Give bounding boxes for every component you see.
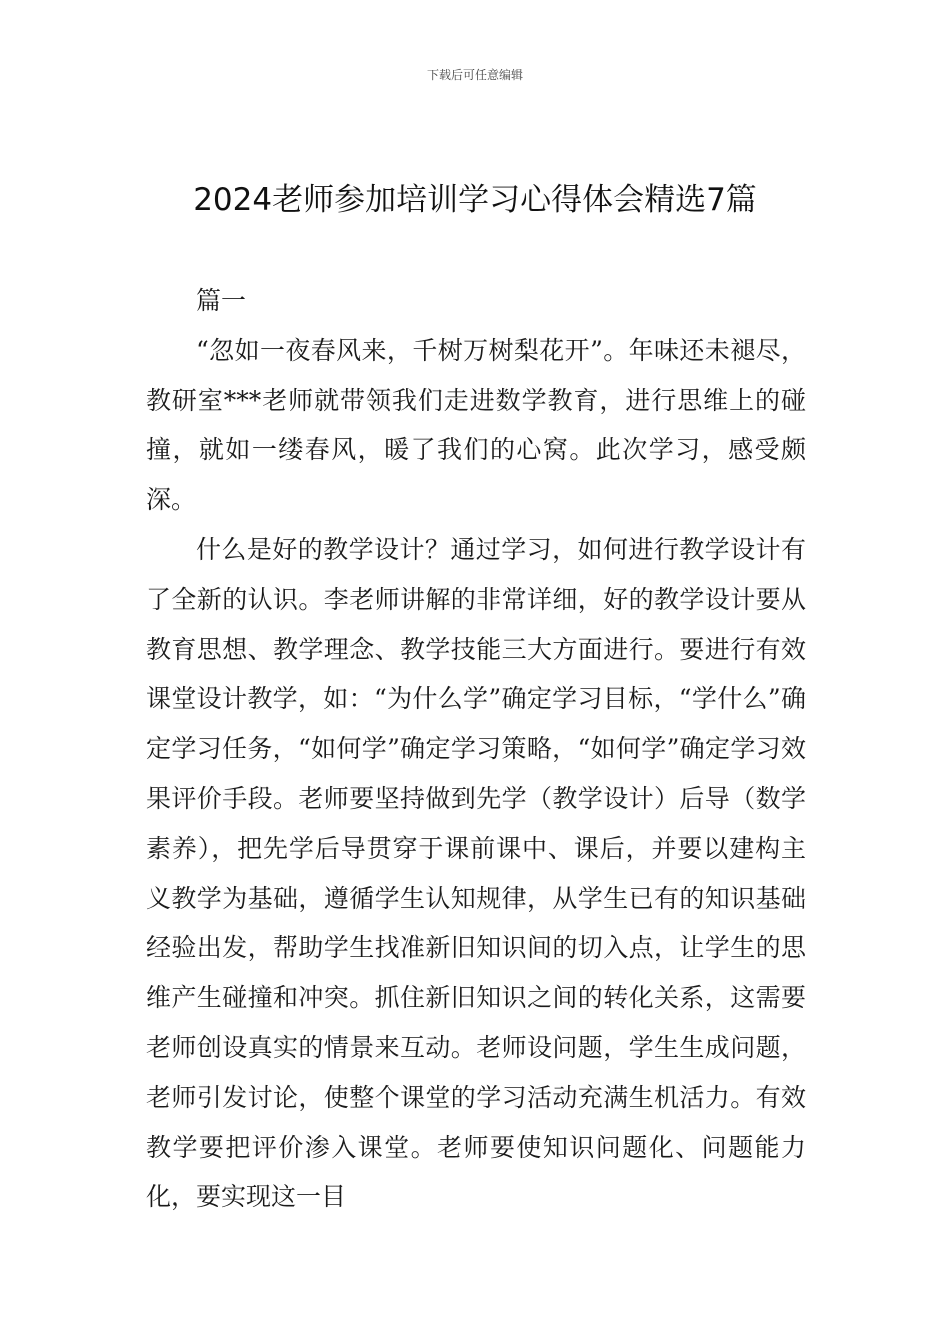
paragraph-2: 什么是好的教学设计？通过学习，如何进行教学设计有了全新的认识。李老师讲解的非常详细，好的教学设计要从教育思想、教学理念、教学技能三大方面进行。要进行有效课堂设计教学，如：“为什么学”确定学习目标，“学什么”确定学习任务，“如何学”确定学习策略，“如何学”确定学习效果评价手段。老师要坚持做到先学（教学设计）后导（数学素养），把先学后导贯穿于课前课中、课后，并要以建构主义教学为基础，遵循学生认知规律，从学生已有的知识基础经验出发，帮助学生找准新旧知识间的切入点，让学生的思维产生碰撞和冲突。抓住新旧知识之间的转化关系，这需要老师创设真实的情景来互动。老师设问题，学生生成问题，老师引发讨论，使整个课堂的学习活动充满生机活力。有效教学要把评价渗入课堂。老师要使知识问题化、问题能力化，要实现这一目 bbox=[146, 534, 806, 1212]
paragraph-1: “忽如一夜春风来，千树万树梨花开”。年味还未褪尽，教研室***老师就带领我们走进数学教育，进行思维上的碰撞，就如一缕春风，暖了我们的心窝。此次学习，感受颇深。 bbox=[146, 335, 806, 515]
document-title: 2024老师参加培训学习心得体会精选7篇 bbox=[193, 182, 757, 218]
section-heading: 篇一 bbox=[196, 286, 247, 315]
header-note: 下载后可任意编辑 bbox=[426, 68, 523, 82]
document-body bbox=[146, 276, 806, 1222]
